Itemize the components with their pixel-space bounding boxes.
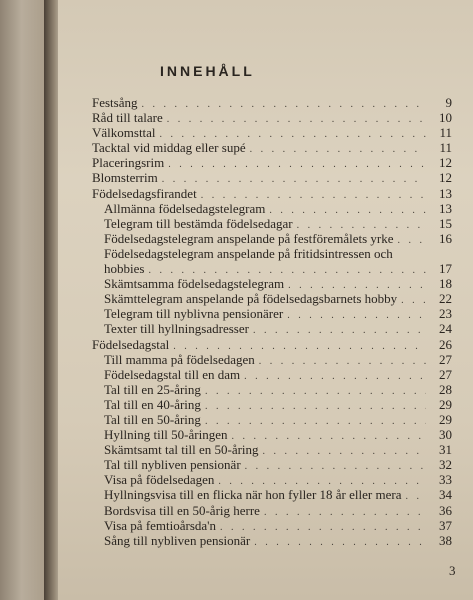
dot-leader bbox=[244, 369, 426, 384]
toc-entry-label: Tal till nybliven pensionär bbox=[104, 457, 241, 473]
toc-entry-page: 31 bbox=[439, 442, 452, 458]
toc-entry-page: 11 bbox=[439, 140, 452, 156]
dot-leader bbox=[259, 354, 426, 369]
toc-entry-label: Visa på femtioårsda'n bbox=[104, 517, 217, 533]
dot-leader bbox=[264, 505, 426, 520]
toc-entry bbox=[92, 382, 452, 397]
dot-leader bbox=[220, 520, 426, 535]
toc-entry-page: 27 bbox=[439, 351, 452, 367]
toc-entry-label: Tal till en 50-åring bbox=[104, 411, 201, 427]
toc-entry-label: Visa på födelsedagen bbox=[104, 472, 215, 488]
toc-entry bbox=[92, 442, 452, 457]
toc-entry-label: Telegram till bestämda födelsedagar bbox=[104, 215, 293, 231]
dot-leader bbox=[167, 112, 426, 127]
facing-page bbox=[0, 0, 48, 600]
toc-entry bbox=[92, 352, 452, 367]
toc-entry-page: 9 bbox=[445, 95, 452, 110]
dot-leader bbox=[253, 323, 426, 338]
page-title: INNEHÅLL bbox=[160, 63, 255, 79]
toc-entry-label: Sång till nybliven pensionär bbox=[104, 532, 251, 548]
toc-entry bbox=[92, 186, 452, 201]
toc-entry-label: Välkomsttal bbox=[92, 125, 156, 141]
toc-entry bbox=[92, 276, 452, 291]
toc-entry-label: Råd till talare bbox=[92, 110, 163, 126]
toc-entry-label: Skämttelegram anspelande på födelsedagsbarnets hobby bbox=[104, 291, 398, 307]
toc-entry bbox=[92, 337, 452, 352]
toc-entry-label: Tal till en 40-åring bbox=[104, 396, 201, 412]
toc-entry-page: 37 bbox=[439, 517, 452, 533]
toc-entry bbox=[92, 231, 452, 246]
toc-entry-page: 29 bbox=[439, 396, 452, 412]
dot-leader bbox=[142, 97, 427, 112]
toc-entry bbox=[92, 457, 452, 472]
dot-leader bbox=[231, 429, 426, 444]
toc-entry-page: 32 bbox=[439, 457, 452, 473]
toc-entry-page: 15 bbox=[439, 215, 452, 231]
toc-entry-page: 11 bbox=[439, 125, 452, 141]
dot-leader bbox=[162, 172, 426, 187]
toc-entry-page: 18 bbox=[439, 276, 452, 292]
toc-entry-page: 30 bbox=[439, 427, 452, 443]
toc-entry bbox=[92, 533, 452, 548]
toc-entry bbox=[92, 367, 452, 382]
toc-entry bbox=[92, 201, 452, 216]
dot-leader bbox=[205, 399, 426, 414]
toc-entry-page: 26 bbox=[439, 336, 452, 352]
toc-entry bbox=[92, 412, 452, 427]
toc-entry-label: Hyllning till 50-åringen bbox=[104, 427, 228, 443]
toc-entry bbox=[92, 397, 452, 412]
toc-entry-page: 29 bbox=[439, 411, 452, 427]
toc-entry-page: 38 bbox=[439, 532, 452, 548]
toc-entry-label: Placeringsrim bbox=[92, 155, 165, 171]
page-number: 3 bbox=[449, 563, 456, 578]
dot-leader bbox=[398, 233, 427, 248]
dot-leader bbox=[401, 293, 426, 308]
toc-entry-page: 16 bbox=[439, 230, 452, 246]
toc-entry-page: 34 bbox=[439, 487, 452, 503]
toc-entry-label: Telegram till nyblivna pensionärer bbox=[104, 306, 284, 322]
toc-entry bbox=[92, 95, 452, 110]
toc-entry-label: Födelsedagstal bbox=[92, 336, 170, 352]
table-of-contents bbox=[92, 95, 452, 548]
dot-leader bbox=[168, 157, 426, 172]
toc-entry-label: Bordsvisa till en 50-årig herre bbox=[104, 502, 260, 518]
dot-leader bbox=[205, 384, 426, 399]
toc-entry-label: Födelsedagstelegram anspelande på fritidsintressen och bbox=[104, 245, 393, 261]
toc-entry-page: 27 bbox=[439, 366, 452, 382]
toc-entry-page: 28 bbox=[439, 381, 452, 397]
toc-entry bbox=[92, 487, 452, 502]
toc-entry-label: Födelsedagsfirandet bbox=[92, 185, 197, 201]
toc-entry-label: Tacktal vid middag eller supé bbox=[92, 140, 246, 156]
toc-entry-page: 17 bbox=[439, 261, 452, 277]
toc-entry bbox=[92, 246, 452, 261]
toc-entry bbox=[92, 306, 452, 321]
toc-entry bbox=[92, 518, 452, 533]
toc-entry-page: 12 bbox=[439, 170, 452, 186]
toc-entry-page: 23 bbox=[439, 306, 452, 322]
toc-entry bbox=[92, 427, 452, 442]
toc-entry-label: Tal till en 25-åring bbox=[104, 381, 201, 397]
toc-entry bbox=[92, 503, 452, 518]
toc-entry-page: 13 bbox=[439, 200, 452, 216]
toc-entry bbox=[92, 291, 452, 306]
toc-entry bbox=[92, 155, 452, 170]
toc-entry-page: 36 bbox=[439, 502, 452, 518]
dot-leader bbox=[250, 142, 426, 157]
toc-entry-label: Allmänna födelsedagstelegram bbox=[104, 200, 266, 216]
toc-entry-page: 33 bbox=[439, 472, 452, 488]
toc-entry bbox=[92, 110, 452, 125]
toc-entry-page: 24 bbox=[439, 321, 452, 337]
toc-entry-page: 22 bbox=[439, 291, 452, 307]
toc-entry bbox=[92, 216, 452, 231]
dot-leader bbox=[254, 535, 426, 550]
toc-entry-label: Till mamma på födelsedagen bbox=[104, 351, 255, 367]
toc-entry-label: hobbies bbox=[104, 261, 145, 277]
toc-entry bbox=[92, 472, 452, 487]
toc-entry bbox=[92, 170, 452, 185]
dot-leader bbox=[405, 489, 426, 504]
toc-entry-page: 10 bbox=[439, 110, 452, 126]
dot-leader bbox=[205, 414, 426, 429]
dot-leader bbox=[263, 444, 426, 459]
toc-entry-label: Födelsedagstal till en dam bbox=[104, 366, 241, 382]
toc-entry-label: Hyllningsvisa till en flicka när hon fyller 18 år eller mera bbox=[104, 487, 402, 503]
toc-entry bbox=[92, 321, 452, 336]
toc-entry-label: Texter till hyllningsadresser bbox=[104, 321, 249, 337]
toc-entry-label: Festsång bbox=[92, 95, 138, 110]
toc-entry-page: 12 bbox=[439, 155, 452, 171]
toc-entry-label: Skämtsamt tal till en 50-åring bbox=[104, 442, 259, 458]
toc-entry-page: 13 bbox=[439, 185, 452, 201]
dot-leader bbox=[287, 308, 426, 323]
toc-entry bbox=[92, 261, 452, 276]
toc-entry bbox=[92, 140, 452, 155]
toc-entry-label: Blomsterrim bbox=[92, 170, 158, 186]
dot-leader bbox=[245, 459, 426, 474]
toc-entry bbox=[92, 125, 452, 140]
toc-entry-label: Födelsedagstelegram anspelande på festföremålets yrke bbox=[104, 230, 394, 246]
toc-entry-label: Skämtsamma födelsedagstelegram bbox=[104, 276, 285, 292]
